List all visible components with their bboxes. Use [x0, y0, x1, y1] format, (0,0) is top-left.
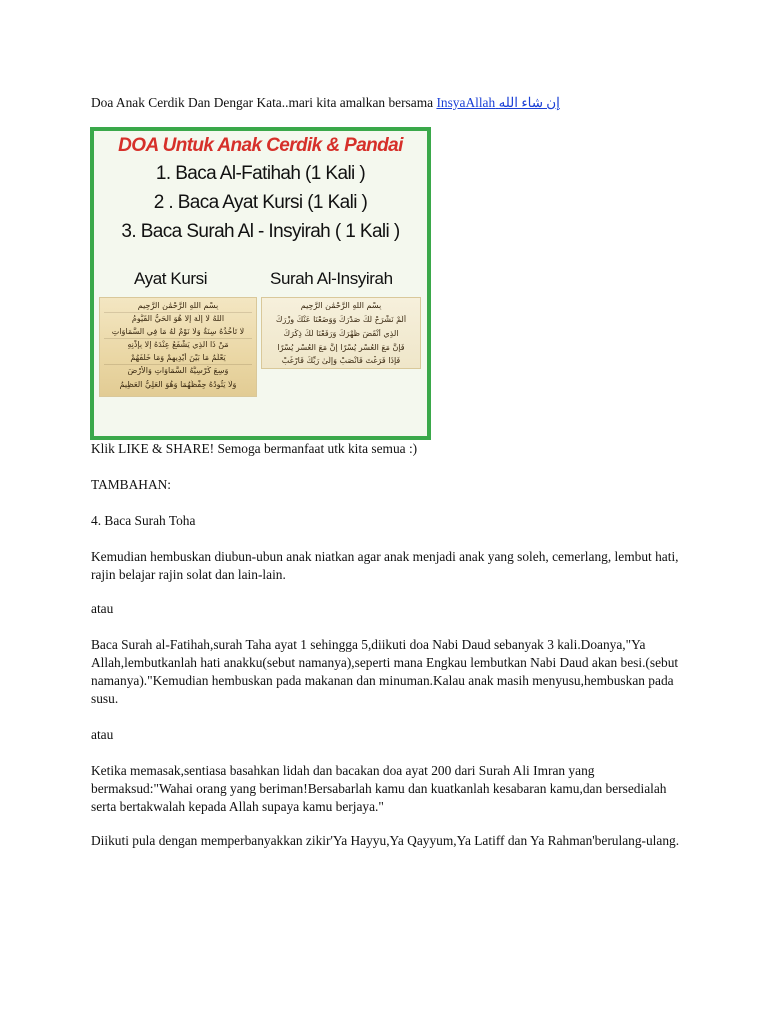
ayat-kursi-line-6: وَسِعَ كُرْسِيُّهُ السَّمَاوَاتِ وَالْأَرْضَ [127, 366, 229, 375]
ayat-kursi-line-1: بِسْمِ اللَّهِ الرَّحْمَٰنِ الرَّحِيمِ [137, 301, 219, 310]
insyaallah-link[interactable] [436, 95, 559, 110]
poster-title: DOA Untuk Anak Cerdik & Pandai [118, 135, 403, 156]
insyirah-line-2: أَلَمْ نَشْرَحْ لَكَ صَدْرَكَ وَوَضَعْنَا عَنْكَ وِزْرَكَ [275, 315, 407, 324]
ayat-kursi-line-2: اللَّهُ لَا إِلَٰهَ إِلَّا هُوَ الْحَيُّ الْقَيُّومُ [131, 314, 225, 323]
atau-separator-2: atau [91, 727, 114, 742]
hembuskan-paragraph: Kemudian hembuskan diubun-ubun anak niatkan agar anak menjadi anak yang soleh, cemerlang, lembut hati, rajin belajar rajin solat dan lain-lain. [91, 549, 679, 582]
poster-step-2: 2 . Baca Ayat Kursi (1 Kali ) [153, 192, 368, 213]
zikir-paragraph: Diikuti pula dengan memperbanyakkan zikir'Ya Hayyu,Ya Qayyum,Ya Latiff dan Ya Rahman'berulang-ulang. [91, 833, 680, 848]
insyirah-line-4: فَإِنَّ مَعَ الْعُسْرِ يُسْرًا إِنَّ مَعَ الْعُسْرِ يُسْرًا [277, 343, 405, 352]
poster-step-3: 3. Baca Surah Al - Insyirah ( 1 Kali ) [121, 221, 400, 242]
insyaallah-link-label: InsyaAllah [436, 95, 496, 110]
caption-ayat-kursi: Ayat Kursi [134, 269, 208, 288]
share-paragraph: Klik LIKE & SHARE! Semoga bermanfaat utk kita semua :) [91, 441, 418, 456]
atau-separator-1: atau [91, 601, 114, 616]
verse-divider [104, 364, 252, 366]
ayat-kursi-line-5: يَعْلَمُ مَا بَيْنَ أَيْدِيهِمْ وَمَا خَلْفَهُمْ [130, 353, 226, 362]
insyaallah-arabic: إن شاء الله [498, 95, 560, 110]
doa-poster-image [90, 127, 431, 440]
insyirah-line-3: الَّذِي أَنْقَضَ ظَهْرَكَ وَرَفَعْنَا لَكَ ذِكْرَكَ [283, 329, 399, 338]
memasak-paragraph: Ketika memasak,sentiasa basahkan lidah dan bacakan doa ayat 200 dari Surah Ali Imran yang bermaksud:"Wahai orang yang beriman!Bersabarlah kamu dan kuatkanlah kesabaran kamu,dan bersedialah serta bertakwalah kepada Allah supaya kamu berjaya." [91, 763, 667, 814]
ayat-kursi-line-4: مَنْ ذَا الَّذِي يَشْفَعُ عِنْدَهُ إِلَّا بِإِذْنِهِ [127, 340, 229, 349]
verse-divider [104, 338, 252, 340]
ayat-kursi-scroll-image [99, 297, 257, 397]
insyirah-line-1: بِسْمِ اللَّهِ الرَّحْمَٰنِ الرَّحِيمِ [300, 301, 382, 310]
ayat-kursi-line-3: لَا تَأْخُذُهُ سِنَةٌ وَلَا نَوْمٌ لَهُ مَا فِي السَّمَاوَاتِ [111, 327, 245, 336]
insyirah-line-5: فَإِذَا فَرَغْتَ فَانْصَبْ وَإِلَىٰ رَبِّكَ فَارْغَبْ [281, 356, 401, 365]
step-4-paragraph: 4. Baca Surah Toha [91, 513, 196, 528]
ayat-kursi-line-7: وَلَا يَئُودُهُ حِفْظُهُمَا وَهُوَ الْعَلِيُّ الْعَظِيمُ [119, 380, 237, 389]
intro-paragraph [91, 94, 691, 112]
caption-surah-al-insyirah: Surah Al-Insyirah [270, 269, 393, 288]
poster-step-1: 1. Baca Al-Fatihah (1 Kali ) [155, 163, 366, 184]
tambahan-heading: TAMBAHAN: [91, 477, 172, 492]
doa-nabi-daud-paragraph: Baca Surah al-Fatihah,surah Taha ayat 1 sehingga 5,diikuti doa Nabi Daud sebanyak 3 kali.Doanya,"Ya Allah,lembutkanlah hati anakku(sebut namanya),seperti mana Engkau lembutkan Nabi Daud akan besi.(sebut namanya)."Kemudian hembuskan pada makanan dan minuman.Kalau anak masih menyusu,hembuskan pada susu. [91, 637, 679, 706]
surah-al-insyirah-scroll-image [261, 297, 421, 369]
intro-text: Doa Anak Cerdik Dan Dengar Kata..mari kita amalkan bersama [91, 95, 437, 110]
verse-divider [104, 312, 252, 314]
